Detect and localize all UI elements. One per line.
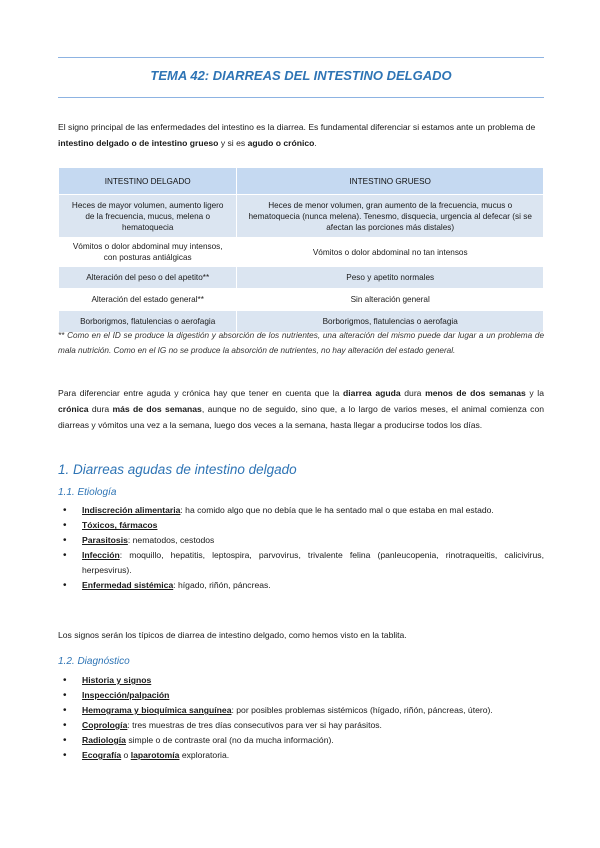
title-rule-bottom — [58, 97, 544, 98]
bullet-icon: • — [63, 505, 67, 516]
list-item: • Inspección/palpación — [63, 690, 170, 701]
list-item: • Parasitosis: nematodos, cestodos — [63, 535, 215, 546]
table-header-grueso: INTESTINO GRUESO — [237, 168, 544, 195]
table-row — [59, 289, 544, 311]
list-item: • Enfermedad sistémica: hígado, riñón, páncreas. — [63, 580, 271, 591]
signos-paragraph: Los signos serán los típicos de diarrea de intestino delgado, como hemos visto en la tablita. — [58, 630, 407, 640]
list-item: • Radiología simple o de contraste oral (no da mucha información). — [63, 735, 334, 746]
list-item: • Infección: moquillo, hepatitis, leptospira, parvovirus, trivalente felina (panleucopenia, rinotraqueitis, calicivirus, herpesvirus). — [63, 550, 544, 575]
bullet-icon: • — [63, 705, 67, 716]
bullet-icon: • — [63, 580, 67, 591]
table-cell: Vómitos o dolor abdominal muy intensos, con posturas antiálgicas — [59, 238, 237, 267]
bullet-icon: • — [63, 720, 67, 731]
table-row — [59, 238, 544, 267]
table-cell: Heces de menor volumen, gran aumento de la frecuencia, mucus o hematoquecia (nunca melena). Tenesmo, disquecia, urgencia al defecar (si se afectan las porciones más distales) — [237, 195, 544, 238]
table-cell: Heces de mayor volumen, aumento ligero de la frecuencia, mucus, melena o hematoquecia — [59, 195, 237, 238]
bullet-icon: • — [63, 550, 67, 561]
title-rule-top — [58, 57, 544, 58]
table-header-delgado: INTESTINO DELGADO — [59, 168, 237, 195]
bullet-icon: • — [63, 675, 67, 686]
bullet-icon: • — [63, 535, 67, 546]
intro-paragraph: El signo principal de las enfermedades del intestino es la diarrea. Es fundamental diferenciar si estamos ante un problema de intestino delgado o de intestino grueso y si es agudo o crónico. — [58, 122, 536, 148]
page-title: TEMA 42: DIARREAS DEL INTESTINO DELGADO — [150, 68, 452, 83]
table-cell: Borborigmos, flatulencias o aerofagia — [59, 311, 237, 333]
table-row — [59, 267, 544, 289]
list-item: • Coprología: tres muestras de tres días consecutivos para ver si hay parásitos. — [63, 720, 382, 731]
comparison-table — [58, 167, 544, 333]
table-cell: Vómitos o dolor abdominal no tan intensos — [237, 238, 544, 267]
etiologia-list — [58, 503, 544, 593]
table-row — [59, 195, 544, 238]
table-footnote: ** Como en el ID se produce la digestión y absorción de los nutrientes, una alteración del mismo puede dar lugar a un problema de mala nutrición. Como en el IG no se produce la absorción de nutrientes, no hay alteración del estado general. — [58, 331, 544, 355]
list-item: • Indiscreción alimentaria: ha comido algo que no debía que le ha sentado mal o que estaba en mal estado. — [63, 505, 494, 516]
table-cell: Alteración del peso o del apetito** — [59, 267, 237, 289]
subsection-heading-etiologia: 1.1. Etiología — [58, 487, 117, 498]
table-cell: Peso y apetito normales — [237, 267, 544, 289]
list-item: • Hemograma y bioquímica sanguínea: por posibles problemas sistémicos (hígado, riñón, páncreas, útero). — [63, 705, 493, 716]
bullet-icon: • — [63, 750, 67, 761]
acute-chronic-paragraph: Para diferenciar entre aguda y crónica hay que tener en cuenta que la diarrea aguda dura menos de dos semanas y la crónica dura más de dos semanas, aunque no de seguido, sino que, a lo largo de varios meses, el animal comienza con diarreas y vómitos una vez a la semana, luego dos veces a la semana, hasta llegar a producirse todos los días. — [58, 388, 545, 430]
bullet-icon: • — [63, 735, 67, 746]
table-cell: Sin alteración general — [237, 289, 544, 311]
diagnostico-list — [58, 673, 544, 763]
bullet-icon: • — [63, 690, 67, 701]
list-item: • Tóxicos, fármacos — [63, 520, 158, 531]
table-cell: Alteración del estado general** — [59, 289, 237, 311]
list-item: • Ecografía o laparotomía exploratoria. — [63, 750, 230, 761]
table-cell: Borborigmos, flatulencias o aerofagia — [237, 311, 544, 333]
subsection-heading-diagnostico: 1.2. Diagnóstico — [58, 656, 130, 667]
section-heading: 1. Diarreas agudas de intestino delgado — [58, 462, 297, 477]
list-item: • Historia y signos — [63, 675, 152, 686]
bullet-icon: • — [63, 520, 67, 531]
